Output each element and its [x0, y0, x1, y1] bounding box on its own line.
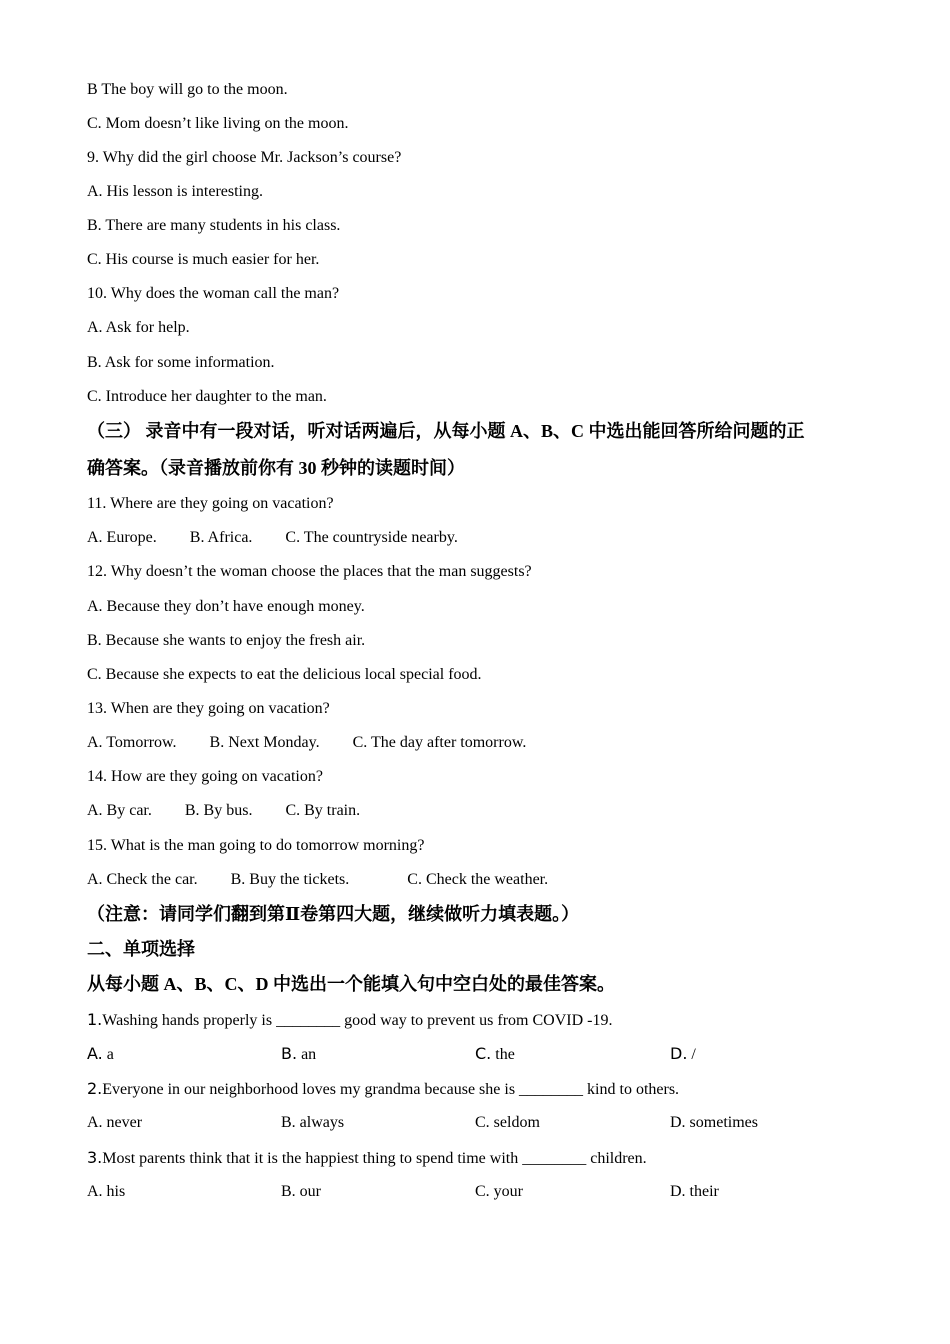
- q9-option-a: A. His lesson is interesting.: [87, 183, 263, 200]
- part2-title: 二、单项选择: [87, 939, 195, 959]
- mc-question-text: Washing hands properly is ________ good way to prevent us from COVID -19.: [102, 1012, 613, 1029]
- q13-question: 13. When are they going on vacation?: [87, 700, 330, 717]
- q12-option-b: B. Because she wants to enjoy the fresh air.: [87, 632, 366, 649]
- q8-option-b: B The boy will go to the moon.: [87, 81, 288, 98]
- mc1-option-a: A. a: [87, 1044, 114, 1063]
- q12-option-a: A. Because they don’t have enough money.: [87, 598, 365, 615]
- q11-question: 11. Where are they going on vacation?: [87, 495, 334, 512]
- q9-question: 9. Why did the girl choose Mr. Jackson’s course?: [87, 149, 402, 166]
- mc-question-2: [87, 1079, 679, 1100]
- mc3-option-b: B. our: [281, 1183, 321, 1200]
- q11-option-c: C. The countryside nearby.: [285, 529, 458, 546]
- mc3-option-c: C. your: [475, 1183, 523, 1200]
- q14-question: 14. How are they going on vacation?: [87, 768, 323, 785]
- mc-question-text: Everyone in our neighborhood loves my grandma because she is ________ kind to others.: [102, 1081, 680, 1098]
- q11-options: [87, 528, 458, 548]
- q10-option-c: C. Introduce her daughter to the man.: [87, 388, 327, 405]
- q15-option-b: B. Buy the tickets.: [230, 871, 350, 888]
- mc1-option-b: B. an: [281, 1044, 317, 1063]
- q10-option-a: A. Ask for help.: [87, 319, 190, 336]
- mc-question-number: 2.: [87, 1079, 103, 1098]
- q13-option-b: B. Next Monday.: [209, 734, 320, 751]
- q10-option-b: B. Ask for some information.: [87, 354, 275, 371]
- mc-question-1: [87, 1010, 612, 1031]
- q11-option-b: B. Africa.: [189, 529, 253, 546]
- mc2-option-d: D. sometimes: [670, 1114, 758, 1131]
- q12-option-c: C. Because she expects to eat the delicious local special food.: [87, 666, 482, 683]
- q15-option-a: A. Check the car.: [87, 871, 198, 888]
- part2-instruction: 从每小题 A、B、C、D 中选出一个能填入句中空白处的最佳答案。: [87, 974, 616, 994]
- mc-question-number: 1.: [87, 1010, 103, 1029]
- section3-heading-line2: 确答案。（录音播放前你有 30 秒钟的读题时间）: [87, 458, 465, 478]
- q13-option-c: C. The day after tomorrow.: [352, 734, 527, 751]
- q14-option-b: B. By bus.: [184, 802, 253, 819]
- listening-note: （注意：请同学们翻到第Ⅱ卷第四大题，继续做听力填表题。）: [87, 904, 580, 924]
- q8-option-c: C. Mom doesn’t like living on the moon.: [87, 115, 349, 132]
- q15-question: 15. What is the man going to do tomorrow morning?: [87, 837, 425, 854]
- mc1-option-d: D. /: [670, 1044, 696, 1063]
- q14-option-c: C. By train.: [285, 802, 361, 819]
- mc-question-3: [87, 1148, 647, 1169]
- q13-option-a: A. Tomorrow.: [87, 734, 177, 751]
- mc-question-number: 3.: [87, 1148, 103, 1167]
- mc2-option-a: A. never: [87, 1114, 143, 1131]
- mc3-option-a: A. his: [87, 1183, 126, 1200]
- q15-option-c: C. Check the weather.: [407, 871, 549, 888]
- mc3-option-d: D. their: [670, 1183, 719, 1200]
- q10-question: 10. Why does the woman call the man?: [87, 285, 340, 302]
- mc-question-text: Most parents think that it is the happiest thing to spend time with ________ children.: [102, 1150, 647, 1167]
- q13-options: [87, 733, 526, 753]
- mc2-option-c: C. seldom: [475, 1114, 540, 1131]
- mc1-option-c: C. the: [475, 1044, 515, 1063]
- q9-option-c: C. His course is much easier for her.: [87, 251, 320, 268]
- q14-options: [87, 801, 360, 821]
- mc2-option-b: B. always: [281, 1114, 345, 1131]
- q14-option-a: A. By car.: [87, 802, 152, 819]
- q15-options: [87, 870, 548, 890]
- q11-option-a: A. Europe.: [87, 529, 157, 546]
- q9-option-b: B. There are many students in his class.: [87, 217, 341, 234]
- section3-heading-line1: （三） 录音中有一段对话，听对话两遍后，从每小题 A、B、C 中选出能回答所给问题的正: [87, 421, 805, 441]
- q12-question: 12. Why doesn’t the woman choose the places that the man suggests?: [87, 563, 532, 580]
